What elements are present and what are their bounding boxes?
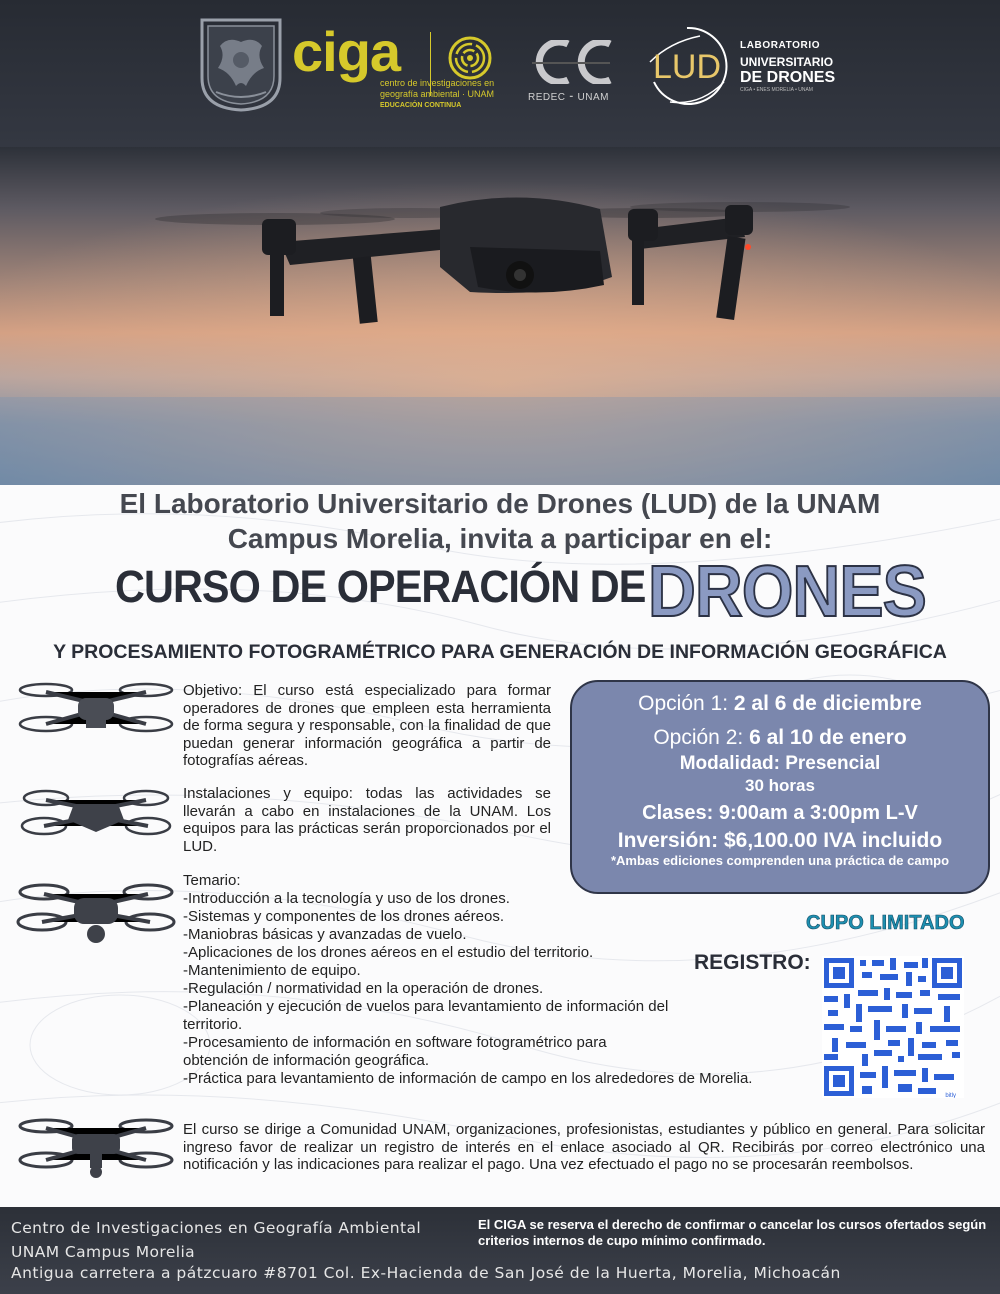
redec-logo xyxy=(528,40,614,84)
option-1-dates: 2 al 6 de diciembre xyxy=(733,692,922,715)
syllabus-item: -Aplicaciones de los drones aéreos en el estudio del territorio. xyxy=(183,944,594,961)
footer-institution xyxy=(11,1216,421,1264)
footer-disclaimer: El CIGA se reserva el derecho de confirmar o cancelar los cursos ofertados según criterios internos de cupo mínimo confirmado. xyxy=(478,1217,987,1248)
option-2-dates: 6 al 10 de enero xyxy=(749,726,907,749)
option-1 xyxy=(572,692,988,716)
header-bar xyxy=(0,0,1000,147)
limited-spots-label: CUPO LIMITADO xyxy=(806,912,965,934)
ciga-subtitle xyxy=(380,78,520,111)
lud-line1: LABORATORIO xyxy=(740,40,821,51)
modality-text: Modalidad: Presencial xyxy=(679,753,881,774)
syllabus-item: -Maniobras básicas y avanzadas de vuelo. xyxy=(183,926,467,943)
intro-line2: Campus Morelia, invita a participar en el: xyxy=(227,523,773,554)
drone-icon xyxy=(16,680,176,742)
drone-icon xyxy=(16,880,176,948)
course-title: CURSO DE OPERACIÓN DE xyxy=(115,561,646,612)
lud-logo-mark xyxy=(640,22,734,110)
drone-icon xyxy=(16,786,176,840)
option-2 xyxy=(572,726,988,750)
intro-heading xyxy=(0,486,1000,556)
audience-paragraph: El curso se dirige a Comunidad UNAM, organizaciones, profesionistas, estudiantes y público en general. Para solicitar ingreso favor de realizar un registro de interés en el enlace asociado al QR. Recibirás por correo electrónico una notificación y las indicaciones para realizar el pago. Una vez efectuado el pago no se procesarán reembolsos. xyxy=(183,1121,985,1173)
course-subtitle: Y PROCESAMIENTO FOTOGRAMÉTRICO PARA GENERACIÓN DE INFORMACIÓN GEOGRÁFICA xyxy=(53,641,947,663)
syllabus-item: -Procesamiento de información en software fotogramétrico para obtención de información geográfica. xyxy=(183,1034,607,1069)
lud-logo-text xyxy=(740,38,835,94)
lud-mark-text: LUD xyxy=(652,48,722,86)
drone-photo-illustration xyxy=(0,147,1000,485)
facilities-paragraph: Instalaciones y equipo: todas las actividades se llevarán a cabo en instalaciones de la UNAM. Los equipos para las prácticas serán proporcionados por el LUD. xyxy=(183,785,551,855)
unam-seal-logo xyxy=(198,16,284,112)
ciga-logo-word: ciga xyxy=(292,20,401,83)
syllabus-item: -Planeación y ejecución de vuelos para levantamiento de información del territorio. xyxy=(183,998,669,1033)
intro-line1: El Laboratorio Universitario de Drones (LUD) de la UNAM xyxy=(119,488,881,519)
syllabus-item: -Regulación / normatividad en la operación de drones. xyxy=(183,980,544,997)
field-practice-note: *Ambas ediciones comprenden una práctica de campo xyxy=(610,853,950,868)
price-text: Inversión: $6,100.00 IVA incluido xyxy=(617,829,943,852)
course-title-drones: DRONES xyxy=(648,552,926,632)
ciga-sub-line3: EDUCACIÓN CONTINUA xyxy=(380,102,462,109)
footer-line2: UNAM Campus Morelia xyxy=(11,1243,196,1261)
hours-text: 30 horas xyxy=(745,776,815,795)
qr-brand-text: bitly xyxy=(945,1093,956,1098)
schedule-text: Clases: 9:00am a 3:00pm L-V xyxy=(642,802,918,824)
syllabus-item: -Mantenimiento de equipo. xyxy=(183,962,361,979)
option-2-label: Opción 2: xyxy=(653,726,750,749)
objective-paragraph: Objetivo: El curso está especializado para formar operadores de drones que empleen esta herramienta de forma segura y responsable, con la finalidad de que puedan generar información geográfica a partir de fotografías aéreas. xyxy=(183,682,551,769)
option-1-label: Opción 1: xyxy=(638,692,734,715)
drone-sky-photo xyxy=(0,147,1000,485)
footer-line1: Centro de Investigaciones en Geografía Ambiental xyxy=(11,1219,422,1237)
lud-line3: DE DRONES xyxy=(740,69,836,86)
registration-qr-code[interactable] xyxy=(822,956,964,1098)
fingerprint-icon xyxy=(448,36,492,80)
syllabus-item: -Sistemas y componentes de los drones aéreos. xyxy=(183,908,504,925)
ciga-sub-line1: centro de investigaciones en xyxy=(380,78,495,88)
lud-line2: UNIVERSITARIO xyxy=(740,55,834,69)
syllabus-list xyxy=(183,872,773,1088)
drone-icon xyxy=(16,1116,176,1180)
redec-label: REDEC ⁃ UNAM xyxy=(528,92,610,103)
footer-address: Antigua carretera a pátzcuaro #8701 Col. Ex-Hacienda de San José de la Huerta, Morelia, Michoacán xyxy=(11,1264,841,1282)
syllabus-title: Temario: xyxy=(183,872,241,889)
syllabus-item: -Introducción a la tecnología y uso de los drones. xyxy=(183,890,510,907)
syllabus-item: -Práctica para levantamiento de información de campo en los alrededores de Morelia. xyxy=(183,1070,753,1087)
ciga-sub-line2: geografía ambiental · UNAM xyxy=(380,89,495,99)
lud-line4: CIGA • ENES MORELIA • UNAM xyxy=(740,87,813,93)
registration-label: REGISTRO: xyxy=(694,951,811,974)
course-options-box xyxy=(570,680,990,894)
